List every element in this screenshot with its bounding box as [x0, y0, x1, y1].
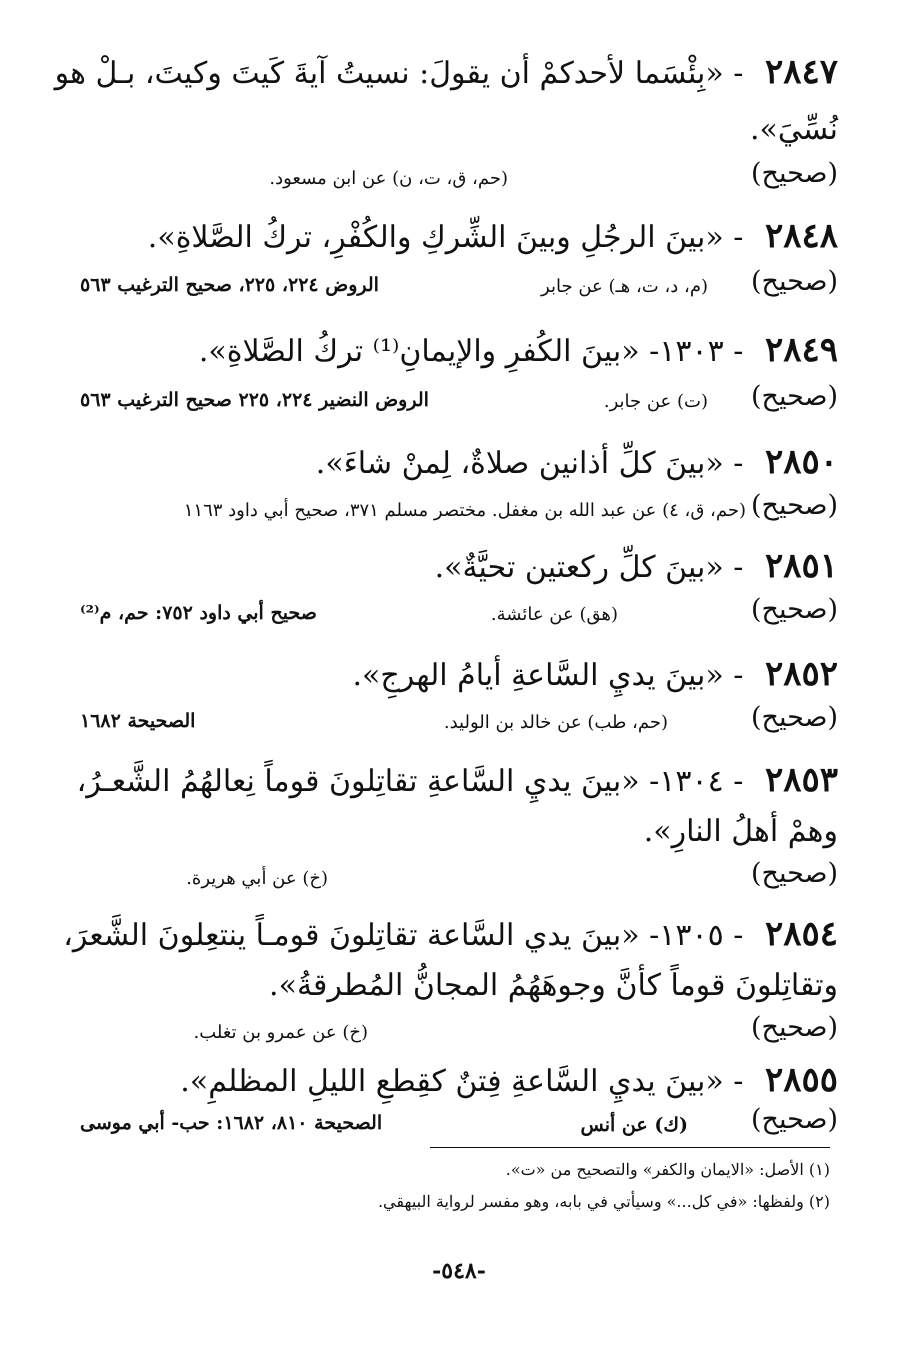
- hadith-number: ٢٨٥٤: [764, 914, 838, 954]
- grade-label: (صحيح): [750, 381, 838, 412]
- grade-row: [80, 858, 838, 898]
- grade-row: [80, 1104, 838, 1144]
- source-text: (ت) عن جابر.: [603, 391, 708, 412]
- grade-row: [80, 266, 838, 306]
- reference-text: الروض النضير ٢٢٤، ٢٢٥ صحيح الترغيب ٥٦٣: [80, 389, 429, 411]
- grade-label: (صحيح): [750, 266, 838, 297]
- hadith-entry: ٢٨٤٨ - «بينَ الرجُلِ وبينَ الشِّركِ والكُفْرِ، تركُ الصَّلاةِ».: [147, 216, 838, 256]
- hadith-number: ٢٨٥١: [764, 546, 838, 586]
- hadith-entry: ٢٨٥٢ - «بينَ يديِ السَّاعةِ أيامُ الهرجِ».: [352, 654, 838, 694]
- hadith-text: «بينَ يديِ السَّاعةِ أيامُ الهرجِ».: [352, 658, 724, 693]
- hadith-continuation: [78, 960, 838, 1012]
- grade-label: (صحيح): [750, 158, 838, 189]
- grade-row: [80, 490, 838, 530]
- hadith-text: ١٣٠٤- «بينَ يديِ السَّاعةِ تقاتِلونَ قوماً نِعالهُمُ الشَّعـرُ،: [76, 764, 724, 799]
- hadith-entry: ٢٨٥٥ - «بينَ يديِ السَّاعةِ فِتنٌ كقِطعِ الليلِ المظلمِ».: [180, 1060, 838, 1100]
- hadith-text: «بينَ كلِّ ركعتين تحيَّةٌ».: [434, 550, 724, 585]
- hadith-number: ٢٨٥٥: [764, 1060, 838, 1100]
- hadith-text-cont: وهمْ أهلُ النارِ».: [643, 814, 838, 849]
- hadith-number: ٢٨٤٩: [764, 330, 838, 370]
- hadith-text-cont: نُسِّيَ».: [749, 112, 838, 147]
- source-text: (حم، ق، ت، ن) عن ابن مسعود.: [269, 168, 508, 189]
- source-text: (حم، ق، ٤) عن عبد الله بن مغفل. مختصر مسلم ٣٧١، صحيح أبي داود ١١٦٣: [183, 500, 746, 521]
- reference-text: الصحيحة ٨١٠، ١٦٨٢: حب- أبي موسى: [80, 1112, 383, 1134]
- grade-label: (صحيح): [750, 594, 838, 625]
- hadith-text: «بينَ يديِ السَّاعةِ فِتنٌ كقِطعِ الليلِ المظلمِ».: [180, 1064, 724, 1099]
- reference-text: صحيح أبي داود ٧٥٢: حم، م⁽²⁾: [80, 602, 317, 624]
- hadith-continuation: [78, 806, 838, 858]
- hadith-number: ٢٨٥٢: [764, 654, 838, 694]
- hadith-number: ٢٨٤٧: [764, 52, 838, 92]
- source-text: (ك) عن أنس: [580, 1114, 688, 1136]
- source-text: (هق) عن عائشة.: [490, 604, 618, 625]
- grade-row: [80, 381, 838, 421]
- source-text: (خ) عن أبي هريرة.: [186, 868, 328, 889]
- hadith-text: ١٣٠٥- «بينَ يدي السَّاعة تقاتِلونَ قومـاً ينتعِلونَ الشَّعرَ،: [63, 918, 724, 953]
- hadith-text: ١٣٠٣- «بينَ الكُفرِ والإيمانِ⁽¹⁾ تركُ الصَّلاةِ».: [198, 334, 724, 369]
- grade-label: (صحيح): [750, 1104, 838, 1135]
- source-text: (حم، طب) عن خالد بن الوليد.: [443, 712, 668, 733]
- hadith-entry: ٢٨٥٠ - «بينَ كلِّ أذانين صلاةٌ، لِمنْ شاءَ».: [315, 442, 838, 482]
- hadith-text: «بِئْسَما لأحدكمْ أن يقولَ: نسيتُ آيةَ كَيتَ وكيتَ، بـلْ هو: [54, 56, 724, 91]
- reference-text: الروض ٢٢٤، ٢٢٥، صحيح الترغيب ٥٦٣: [80, 274, 379, 296]
- hadith-entry: ٢٨٤٧ - «بِئْسَما لأحدكمْ أن يقولَ: نسيتُ آيةَ كَيتَ وكيتَ، بـلْ هو: [54, 52, 838, 92]
- hadith-number: ٢٨٥٠: [764, 442, 838, 482]
- hadith-entry: ٢٨٤٩ - ١٣٠٣- «بينَ الكُفرِ والإيمانِ⁽¹⁾ تركُ الصَّلاةِ».: [198, 330, 838, 370]
- grade-label: (صحيح): [750, 490, 838, 521]
- source-text: (م، د، ت، هـ) عن جابر: [541, 276, 708, 297]
- grade-label: (صحيح): [750, 702, 838, 733]
- grade-label: (صحيح): [750, 858, 838, 889]
- grade-row: [80, 594, 838, 634]
- hadith-text: «بينَ الرجُلِ وبينَ الشِّركِ والكُفْرِ، تركُ الصَّلاةِ».: [147, 220, 724, 255]
- footnote: (١) الأصل: «الايمان والكفر» والتصحيح من «ت».: [505, 1160, 830, 1179]
- hadith-number: ٢٨٥٣: [764, 760, 838, 800]
- source-text: (خ) عن عمرو بن تغلب.: [193, 1022, 368, 1043]
- reference-text: الصحيحة ١٦٨٢: [80, 710, 196, 732]
- grade-label: (صحيح): [750, 1012, 838, 1043]
- page-number: -٥٤٨-: [432, 1258, 486, 1284]
- grade-row: [80, 702, 838, 742]
- hadith-entry: ٢٨٥٣ - ١٣٠٤- «بينَ يديِ السَّاعةِ تقاتِلونَ قوماً نِعالهُمُ الشَّعـرُ،: [76, 760, 838, 800]
- hadith-entry: ٢٨٥٤ - ١٣٠٥- «بينَ يدي السَّاعة تقاتِلونَ قومـاً ينتعِلونَ الشَّعرَ،: [63, 914, 838, 954]
- hadith-text: «بينَ كلِّ أذانين صلاةٌ، لِمنْ شاءَ».: [315, 446, 724, 481]
- hadith-text-cont: وتقاتِلونَ قوماً كأنَّ وجوهَهُمُ المجانُّ المُطرقةُ».: [269, 968, 838, 1003]
- grade-row: [80, 1012, 838, 1052]
- grade-row: [80, 158, 838, 198]
- footnote: (٢) ولفظها: «في كل...» وسيأتي في بابه، وهو مفسر لرواية البيهقي.: [377, 1192, 830, 1211]
- footnote-divider: [430, 1147, 830, 1148]
- hadith-number: ٢٨٤٨: [764, 216, 838, 256]
- hadith-continuation: [78, 104, 838, 156]
- hadith-entry: ٢٨٥١ - «بينَ كلِّ ركعتين تحيَّةٌ».: [434, 546, 838, 586]
